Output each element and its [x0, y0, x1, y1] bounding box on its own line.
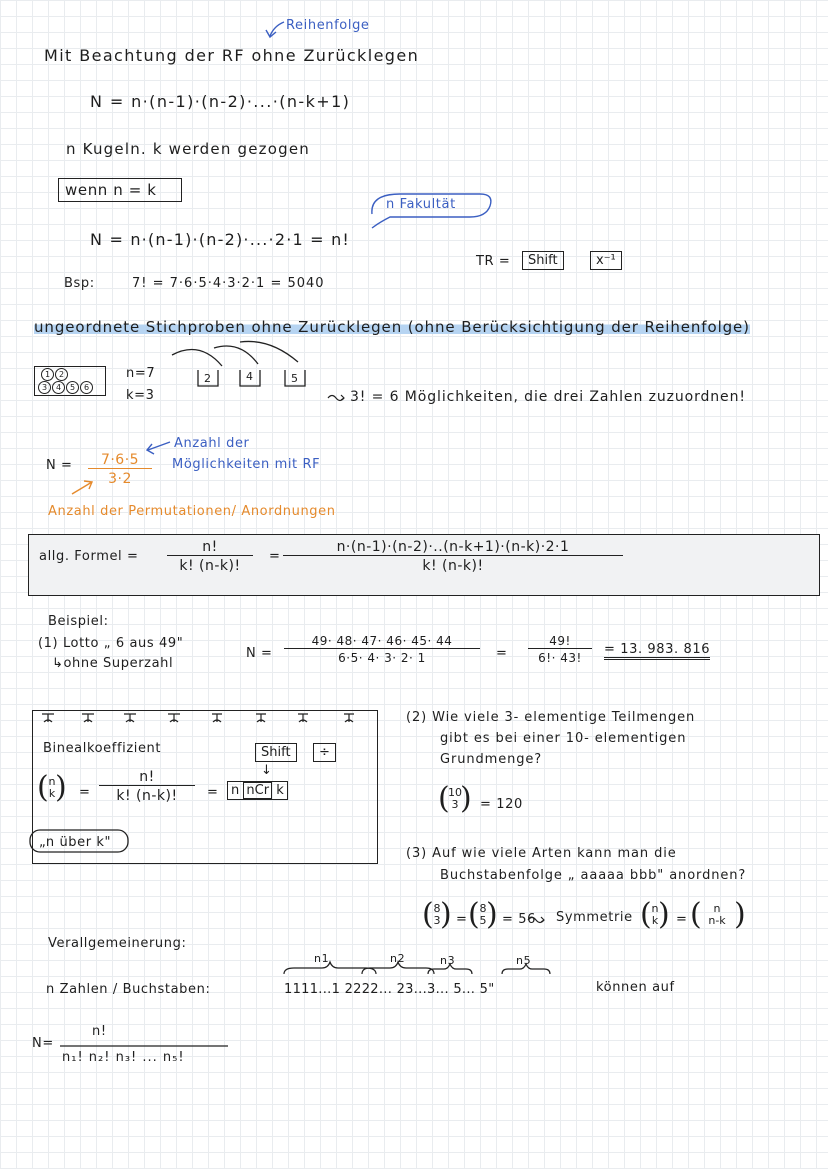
generalization-text: n Zahlen / Buchstaben:	[46, 982, 211, 997]
k-value: k=3	[126, 388, 155, 403]
binom-eq-2: =	[207, 785, 219, 800]
case-box-text: wenn n = k	[65, 181, 157, 199]
lotto-result	[604, 642, 710, 657]
note-permutations: Anzahl der Permutationen/ Anordnungen	[48, 504, 336, 519]
lotto-line-2: ↳ohne Superzahl	[52, 656, 174, 671]
slot-label-3: 5	[291, 372, 299, 385]
example3-line-1: (3) Auf wie viele Arten kann man die	[406, 846, 677, 861]
arrow-slot-2	[214, 346, 258, 364]
formula-fraction-2	[283, 539, 623, 574]
binom-fraction-num: n!	[139, 769, 155, 785]
ex3-eq: =	[456, 912, 468, 927]
key-divide: ÷	[313, 743, 336, 762]
symmetry-label: Symmetrie	[556, 910, 633, 925]
formula-factorial: N = n·(n-1)·(n-2)·...·2·1 = n!	[90, 230, 351, 249]
section-heading-text: ungeordnete Stichproben ohne Zurücklegen (ohne Berücksichtigung der Reihenfolge)	[34, 318, 750, 336]
ex2-bottom: 3	[451, 798, 459, 811]
label-n3: n3	[440, 954, 456, 967]
gen-num: n!	[92, 1024, 107, 1039]
n-ueber-k: „n über k"	[39, 835, 112, 850]
lotto-fraction-2-den: 6!· 43!	[528, 648, 592, 665]
arrow-anzahl	[148, 442, 170, 450]
ex2-left-paren: (	[438, 781, 450, 816]
sym-stack-2	[700, 903, 734, 927]
ball: 6	[80, 381, 93, 394]
binom-eq: =	[79, 785, 91, 800]
n-fraction	[88, 452, 152, 487]
kugeln-text: n Kugeln. k werden gezogen	[66, 140, 310, 158]
arrow-slot-1	[172, 350, 222, 366]
generalization-heading: Verallgemeinerung:	[48, 936, 187, 951]
urn	[34, 366, 106, 396]
lotto-result-value: = 13. 983. 816	[604, 642, 710, 660]
slot-label-1: 2	[204, 372, 212, 385]
sym-left-paren-1: (	[640, 897, 652, 932]
sym-s1-top: n	[651, 902, 659, 915]
lotto-fraction-2-num: 49!	[549, 634, 571, 648]
sym-eq: =	[676, 912, 688, 927]
ex3-b2-bottom: 5	[479, 914, 487, 927]
note-fakultaet: n Fakultät	[386, 197, 456, 212]
lotto-line-1: (1) Lotto „ 6 aus 49"	[38, 636, 184, 651]
n-fraction-den: 3·2	[88, 468, 152, 487]
beispiel-label: Beispiel:	[48, 614, 109, 629]
sym-s2-bottom: n-k	[708, 914, 726, 927]
n-label: N =	[46, 458, 73, 473]
lotto-fraction	[284, 634, 480, 665]
ex3-result: = 56	[502, 912, 536, 927]
formula-general: N = n·(n-1)·(n-2)·...·(n-k+1)	[90, 92, 351, 111]
section-heading	[34, 318, 750, 336]
formula-eq: =	[269, 549, 281, 564]
slot-label-2: 4	[246, 370, 254, 383]
key-k: k	[276, 783, 284, 798]
case-box	[58, 178, 182, 202]
example-label: Bsp:	[64, 276, 95, 291]
formula-fraction-1-num: n!	[202, 539, 218, 555]
key-arrow: ↓	[261, 763, 273, 778]
n-value: n=7	[126, 366, 156, 381]
ex2-top: 10	[448, 786, 462, 799]
generalization-tail: können auf	[596, 980, 675, 995]
ball: 2	[55, 368, 68, 381]
sym-s1-bottom: k	[651, 914, 659, 927]
calc-entry	[227, 781, 288, 800]
lotto-fraction-2	[528, 634, 592, 665]
ball: 3	[38, 381, 51, 394]
example-factorial: 7! = 7·6·5·4·3·2·1 = 5040	[132, 276, 325, 291]
ex3-b1-bottom: 3	[433, 914, 441, 927]
lotto-eq: =	[496, 646, 508, 661]
key-n: n	[231, 783, 240, 798]
lotto-fraction-den: 6·5· 4· 3· 2· 1	[284, 648, 480, 665]
ex3-left-paren-2: (	[468, 897, 480, 932]
formula-box	[28, 534, 820, 596]
ball-row-1	[41, 368, 69, 381]
ex3-b1-top: 8	[433, 902, 441, 915]
ex2-result: = 120	[480, 797, 523, 812]
binom-fraction	[99, 769, 195, 804]
binom-left-paren: (	[37, 770, 49, 805]
gen-den: n₁! n₂! n₃! ... n₅!	[62, 1050, 185, 1065]
tr-label: TR =	[476, 254, 511, 269]
ex3-right-paren-2: )	[486, 897, 498, 932]
ball-row-2	[38, 381, 94, 394]
ball: 4	[52, 381, 65, 394]
ball: 5	[66, 381, 79, 394]
formula-fraction-2-num: n·(n-1)·(n-2)·..(n-k+1)·(n-k)·2·1	[336, 539, 570, 555]
sequence: 1111...1 2222... 23...3... 5... 5"	[284, 982, 495, 997]
n-fraction-num: 7·6·5	[100, 452, 140, 468]
binomial-box	[32, 710, 378, 864]
ex3-left-paren-1: (	[422, 897, 434, 932]
tr-key-shift: Shift	[522, 251, 564, 270]
gen-n-label: N=	[32, 1036, 54, 1051]
note-count-2: Möglichkeiten mit RF	[172, 457, 321, 472]
binom-right-paren: )	[55, 770, 67, 805]
formula-fraction-1-den: k! (n-k)!	[167, 555, 253, 574]
ball: 1	[41, 368, 54, 381]
example2-line-2: gibt es bei einer 10- elementigen	[440, 731, 687, 746]
key-shift: Shift	[255, 743, 297, 762]
squiggle-arrow-1	[328, 395, 344, 401]
tr-key-inverse: x⁻¹	[590, 251, 622, 270]
label-n1: n1	[314, 952, 330, 965]
arrow-rf	[270, 22, 284, 36]
binomial-title: Binealkoeffizient	[43, 741, 162, 756]
label-n2: n2	[390, 952, 406, 965]
arrow-slot-3	[240, 341, 298, 362]
lotto-fraction-num: 49· 48· 47· 46· 45· 44	[311, 634, 453, 648]
possibilities-text: 3! = 6 Möglichkeiten, die drei Zahlen zuzuordnen!	[350, 389, 746, 405]
key-ncr: nCr	[243, 782, 272, 799]
example3-line-2: Buchstabenfolge „ aaaaa bbb" anordnen?	[440, 868, 747, 883]
sym-right-paren-2: )	[734, 897, 746, 932]
example2-line-1: (2) Wie viele 3- elementige Teilmengen	[406, 710, 696, 725]
formula-label: allg. Formel =	[39, 549, 139, 564]
ex3-b2-top: 8	[479, 902, 487, 915]
note-reihenfolge: Reihenfolge	[286, 18, 370, 33]
ex2-right-paren: )	[460, 781, 472, 816]
formula-fraction-2-den: k! (n-k)!	[283, 555, 623, 574]
sym-left-paren-2: (	[690, 897, 702, 932]
page-title: Mit Beachtung der RF ohne Zurücklegen	[44, 46, 420, 65]
note-count: Anzahl der	[174, 436, 250, 451]
binom-fraction-den: k! (n-k)!	[99, 785, 195, 804]
label-n5: n5	[516, 954, 532, 967]
binom-top: n	[48, 775, 56, 788]
sym-right-paren-1: )	[658, 897, 670, 932]
example2-line-3: Grundmenge?	[440, 752, 543, 767]
lotto-n-label: N =	[246, 646, 273, 661]
formula-fraction-1	[167, 539, 253, 574]
sym-s2-top: n	[713, 902, 721, 915]
ex3-right-paren-1: )	[440, 897, 452, 932]
binom-bottom: k	[48, 787, 56, 800]
